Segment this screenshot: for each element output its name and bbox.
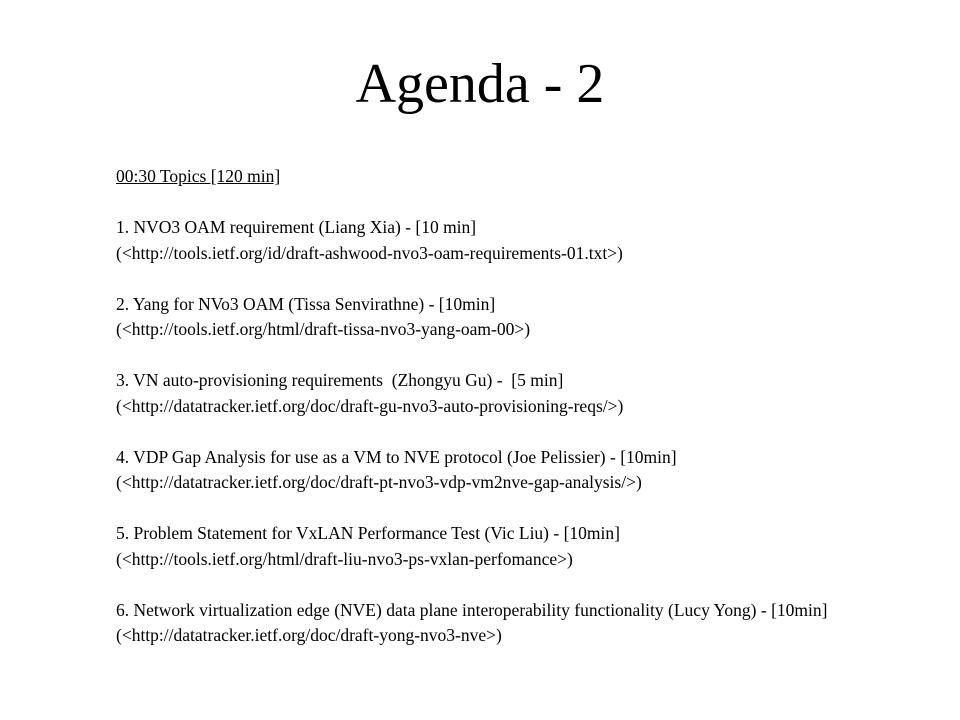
agenda-body [116, 164, 946, 649]
agenda-header: 00:30 Topics [120 min] [116, 166, 281, 186]
agenda-item-link: (<http://tools.ietf.org/id/draft-ashwood-nvo3-oam-requirements-01.txt>) [116, 242, 623, 263]
agenda-item-title: 3. VN auto-provisioning requirements (Zhongyu Gu) - [5 min] [116, 370, 564, 390]
agenda-item-title: 4. VDP Gap Analysis for use as a VM to NVE protocol (Joe Pelissier) - [10min] [116, 446, 677, 467]
agenda-item [116, 368, 946, 419]
agenda-item-link: (<http://datatracker.ietf.org/doc/draft-gu-nvo3-auto-provisioning-reqs/>) [116, 395, 624, 416]
agenda-item-link: (<http://datatracker.ietf.org/doc/draft-yong-nvo3-nve>) [116, 625, 502, 645]
agenda-item-title: 6. Network virtualization edge (NVE) data plane interoperability functionality (Lucy Yong) - [10min] [116, 599, 828, 620]
agenda-item-title: 5. Problem Statement for VxLAN Performance Test (Vic Liu) - [10min] [116, 523, 620, 543]
agenda-item-link: (<http://datatracker.ietf.org/doc/draft-pt-nvo3-vdp-vm2nve-gap-analysis/>) [116, 472, 642, 492]
agenda-item [116, 445, 946, 496]
agenda-item-link: (<http://tools.ietf.org/html/draft-liu-nvo3-ps-vxlan-perfomance>) [116, 548, 573, 569]
agenda-item-title: 1. NVO3 OAM requirement (Liang Xia) - [10 min] [116, 217, 477, 237]
agenda-item [116, 598, 946, 649]
agenda-item [116, 292, 946, 343]
agenda-item [116, 521, 946, 572]
agenda-item-title: 2. Yang for NVo3 OAM (Tissa Senvirathne) - [10min] [116, 293, 496, 314]
agenda-item [116, 215, 946, 266]
slide-title: Agenda - 2 [355, 53, 605, 115]
agenda-item-link: (<http://tools.ietf.org/html/draft-tissa-nvo3-yang-oam-00>) [116, 319, 531, 339]
